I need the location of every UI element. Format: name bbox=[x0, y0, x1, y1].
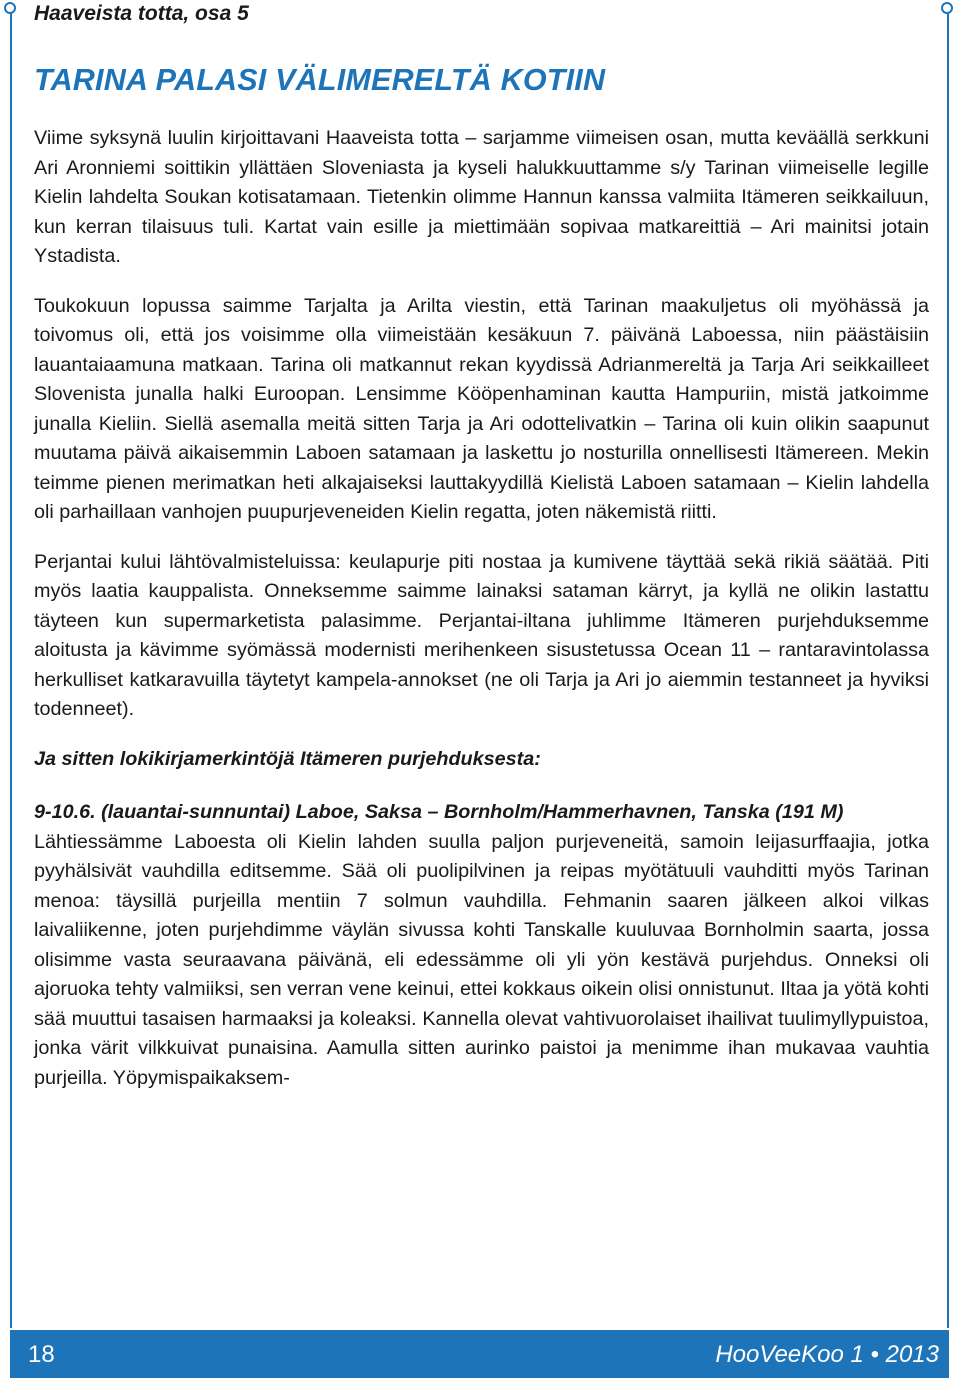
article-title: TARINA PALASI VÄLIMERELTÄ KOTIIN bbox=[34, 63, 606, 97]
frame-left-dot bbox=[4, 2, 16, 14]
frame-right-dot bbox=[941, 2, 953, 14]
article-body bbox=[34, 124, 929, 1113]
paragraph-travel: Toukokuun lopussa saimme Tarjalta ja Arilta viestin, että Tarinan maakuljetus oli myöhässä ja toivomus oli, että jos voisimme olla viimeistään kesäkuun 7. päivänä Laboessa, niin päästäisiin lauantaiaamuna matkaan. Tarina oli matkannut rekan kyydissä Adrianmereltä ja Tarja Ari seikkailleet Slovenista junalla halki Euroopan. Lensimme Kööpenhaminan kautta Hampuriin, mistä jatkoimme junalla Kieliin. Siellä asemalla meitä sitten Tarja ja Ari odottelivatkin – Tarina oli kuin olikin saapunut muutama päivä aikaisemmin Laboen satamaan ja laskettu jo nosturilla onnellisesti Itämereen. Mekin teimme pienen merimatkan heti alkajaiseksi lauttakyydillä Kielistä Laboen satamaan – Kielin lahdella oli parhaillaan vanhojen puupurjeveneiden Kielin regatta, joten näkemistä riitti. bbox=[34, 294, 929, 523]
page-number: 18 bbox=[28, 1341, 55, 1368]
log-heading: Ja sitten lokikirjamerkintöjä Itämeren purjehduksesta: bbox=[34, 747, 541, 770]
paragraph-intro: Viime syksynä luulin kirjoittavani Haaveista totta – sarjamme viimeisen osan, mutta keväällä serkkuni Ari Aronniemi soittikin yllättäen Sloveniasta ja kyseli halukkuuttamme s/y Tarinan viimeiselle legille Kielin lahdelta Soukan kotisatamaan. Tietenkin olimme Hannun kanssa valmiita Itämeren seikkailuun, kun kerran tilaisuus tuli. Kartat vain esille ja miettimään sopivaa matkareittiä – Ari mainitsi jotain Ystadista. bbox=[34, 127, 929, 267]
log-entry-text: Lähtiessämme Laboesta oli Kielin lahden suulla paljon purjeveneitä, samoin leijasurffaajia, jotka pyyhälsivät vauhdilla editsemme. Sää oli puolipilvinen ja reipas myötätuuli vauhditti myös Tarinan menoa: täysillä purjeilla mentiin 7 solmun vauhdilla. Fehmanin saaren jälkeen alkoi vilkas laivaliikenne, joten purjehdimme väylän sivussa kohti Tanskalle kuuluvaa Bornholmin saarta, jossa olisimme vasta seuraavana päivänä, eli edessämme oli yli yön kestävä purjehdus. Onneksi oli ajoruoka tehty valmiiksi, sen verran vene keinui, ettei kokkaus oikein olisi onnistunut. Iltaa ja yötä kohti sää muuttui tasaisen harmaaksi ja koleaksi. Kannella olevat vahtivuorolaiset ihailivat tuulimyllypuistoa, jonka värit vilkkuivat punaisina. Aamulla sitten aurinko paistoi ja menimme ihan mukavaa vauhtia purjeilla. Yöpymispaikaksem- bbox=[34, 830, 929, 1089]
page-footer bbox=[10, 1330, 949, 1378]
series-label: Haaveista totta, osa 5 bbox=[34, 2, 249, 25]
log-entry-heading: 9-10.6. (lauantai-sunnuntai) Laboe, Saksa – Bornholm/Hammerhavnen, Tanska (191 M) bbox=[34, 801, 844, 823]
paragraph-preparations: Perjantai kului lähtövalmisteluissa: keulapurje piti nostaa ja kumivene täyttää sekä rikiä säätää. Piti myös laatia kauppalista. Onneksemme saimme lainaksi sataman kärryt, ja kyllä ne olikin lastattu täyteen kun supermarketista palasimme. Perjantai-iltana juhlimme Itämeren purjehduksemme aloitusta ja kävimme syömässä modernisti merihenkeen sisustetussa Ocean 11 – rantaravintolassa herkulliset katkaravuilla täytetyt kampela-annokset (ne oli Tarja ja Ari jo aiemmin testanneet ja hyviksi todenneet). bbox=[34, 550, 929, 720]
frame-right-line bbox=[947, 10, 949, 1328]
frame-left-line bbox=[10, 10, 12, 1328]
magazine-issue: HooVeeKoo 1 • 2013 bbox=[715, 1341, 939, 1368]
